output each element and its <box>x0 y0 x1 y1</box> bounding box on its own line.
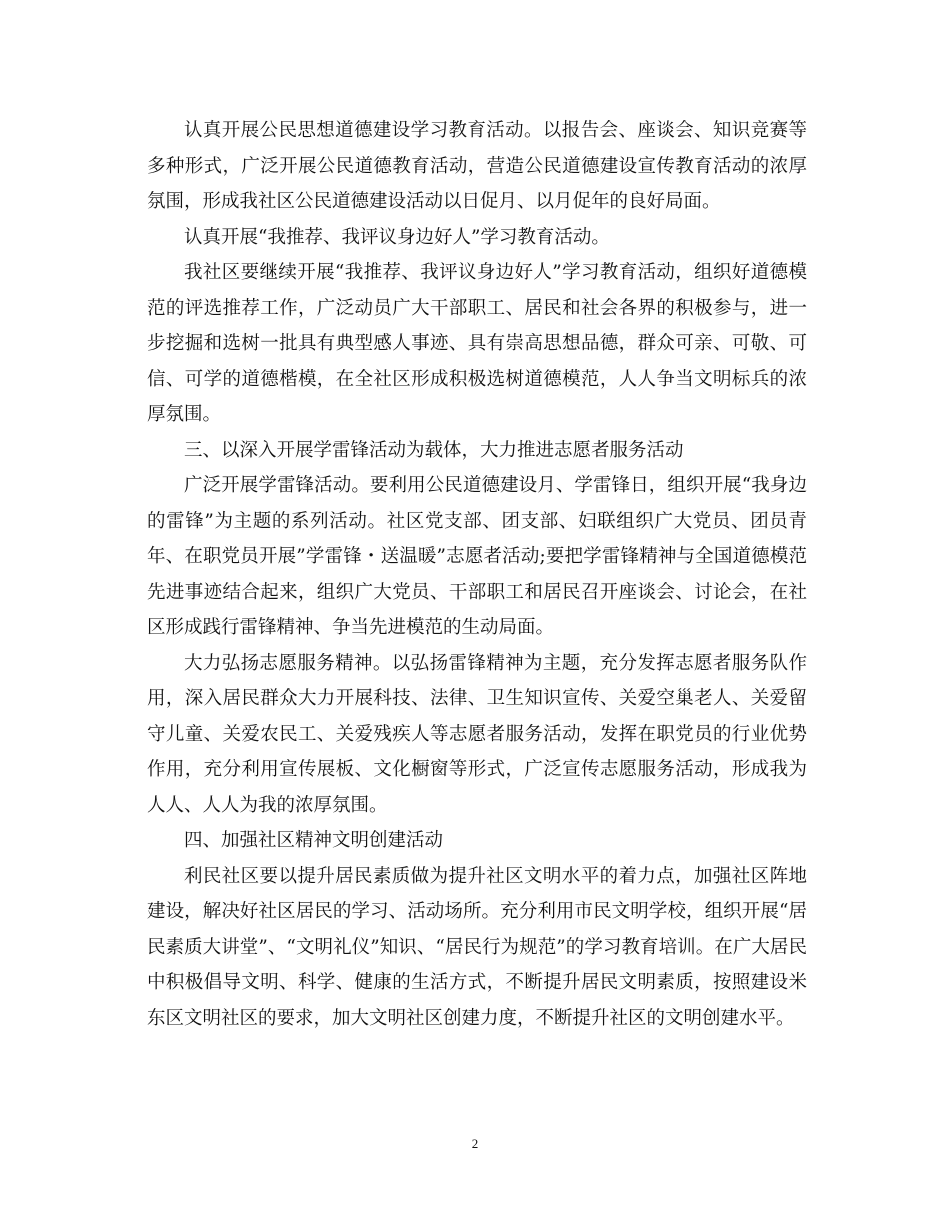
paragraph-6: 大力弘扬志愿服务精神。以弘扬雷锋精神为主题，充分发挥志愿者服务队作用，深入居民群众大力开展科技、法律、卫生知识宣传、关爱空巢老人、关爱留守儿童、关爱农民工、关爱残疾人等志愿者服务活动，发挥在职党员的行业优势作用，充分利用宣传展板、文化橱窗等形式，广泛宣传志愿服务活动，形成我为人人、人人为我的浓厚氛围。 <box>147 652 807 816</box>
paragraph-8: 利民社区要以提升居民素质做为提升社区文明水平的着力点，加强社区阵地建设，解决好社区居民的学习、活动场所。充分利用市民文明学校，组织开展“居民素质大讲堂”、“文明礼仪”知识、“居民行为规范”的学习教育培训。在广大居民中积极倡导文明、科学、健康的生活方式，不断提升居民文明素质，按照建设米东区文明社区的要求，加大文明社区创建力度，不断提升社区的文明创建水平。 <box>147 865 807 1029</box>
page-number: 2 <box>471 1136 479 1151</box>
paragraph-5: 广泛开展学雷锋活动。要利用公民道德建设月、学雷锋日，组织开展“我身边的雷锋”为主题的系列活动。社区党支部、团支部、妇联组织广大党员、团员青年、在职党员开展”学雷锋・送温暖”志愿者活动;要把学雷锋精神与全国道德模范先进事迹结合起来，组织广大党员、干部职工和居民召开座谈会、讨论会，在社区形成践行雷锋精神、争当先进模范的生动局面。 <box>147 475 807 638</box>
section-heading-4: 四、加强社区精神文明创建活动 <box>184 830 444 851</box>
paragraph-3: 我社区要继续开展“我推荐、我评议身边好人”学习教育活动，组织好道德模范的评选推荐工作，广泛动员广大干部职工、居民和社会各界的积极参与，进一步挖掘和选树一批具有典型感人事迹、具有崇高思想品德，群众可亲、可敬、可信、可学的道德楷模，在全社区形成积极选树道德模范，人人争当文明标兵的浓厚氛围。 <box>147 262 807 425</box>
section-heading-3: 三、以深入开展学雷锋活动为载体，大力推进志愿者服务活动 <box>184 439 684 461</box>
document-body <box>147 113 807 1036</box>
paragraph-1: 认真开展公民思想道德建设学习教育活动。以报告会、座谈会、知识竞赛等多种形式，广泛开展公民道德教育活动，营造公民道德建设宣传教育活动的浓厚氛围，形成我社区公民道德建设活动以日促月、以月促年的良好局面。 <box>147 120 807 212</box>
paragraph-2: 认真开展“我推荐、我评议身边好人”学习教育活动。 <box>184 226 610 248</box>
